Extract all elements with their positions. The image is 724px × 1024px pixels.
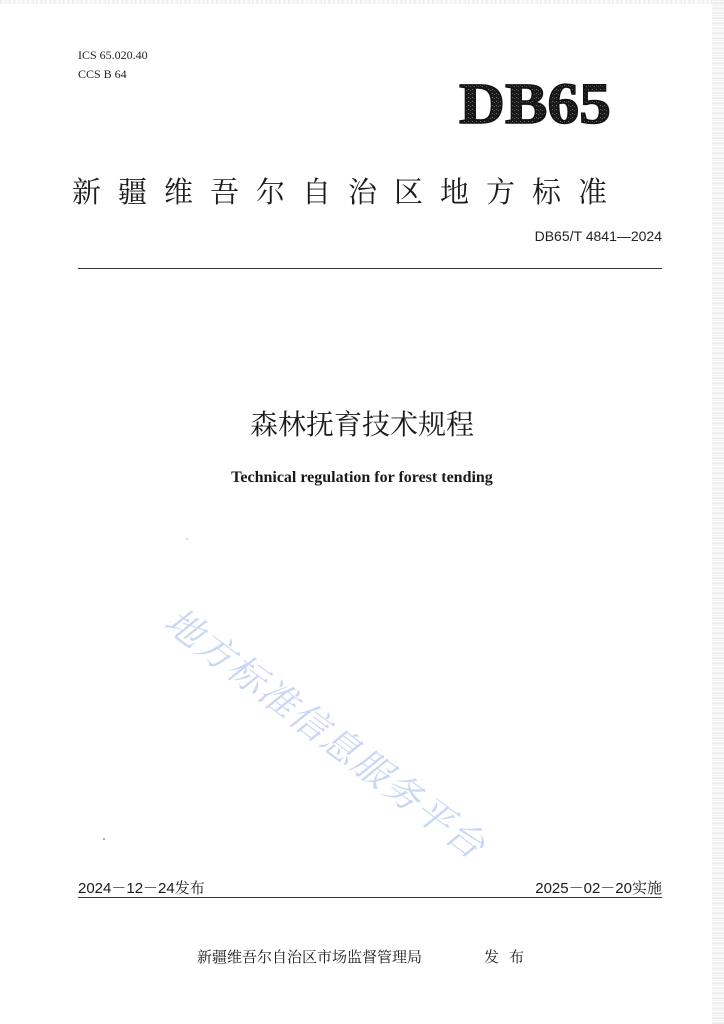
issuer-standard-title: 新疆维吾尔自治区地方标准 — [72, 175, 625, 209]
classification-codes — [78, 46, 148, 84]
scan-noise-right-edge — [712, 0, 724, 1024]
publisher-name: 新疆维吾尔自治区市场监督管理局 — [197, 948, 423, 966]
document-title-chinese: 森林抚育技术规程 — [249, 408, 474, 441]
scan-speck — [103, 838, 105, 840]
standard-number: DB65/T 4841—2024 — [534, 228, 662, 244]
implementation-date: 2025－02－20实施 — [535, 880, 662, 897]
db65-logo — [455, 72, 615, 132]
ics-code: ICS 65.020.40 — [78, 48, 148, 62]
publish-label: 发布 — [484, 948, 535, 966]
ccs-code: CCS B 64 — [78, 67, 127, 81]
scan-noise-top — [0, 0, 724, 4]
issue-date: 2024－12－24发布 — [78, 880, 205, 897]
watermark: 地方标准信息服务平台 — [156, 599, 495, 869]
document-title-english: Technical regulation for forest tending — [231, 469, 493, 486]
footer-divider — [78, 897, 662, 898]
scan-speck — [186, 538, 188, 540]
db65-logo-text: DB65 — [459, 72, 611, 132]
header-divider — [78, 268, 662, 269]
